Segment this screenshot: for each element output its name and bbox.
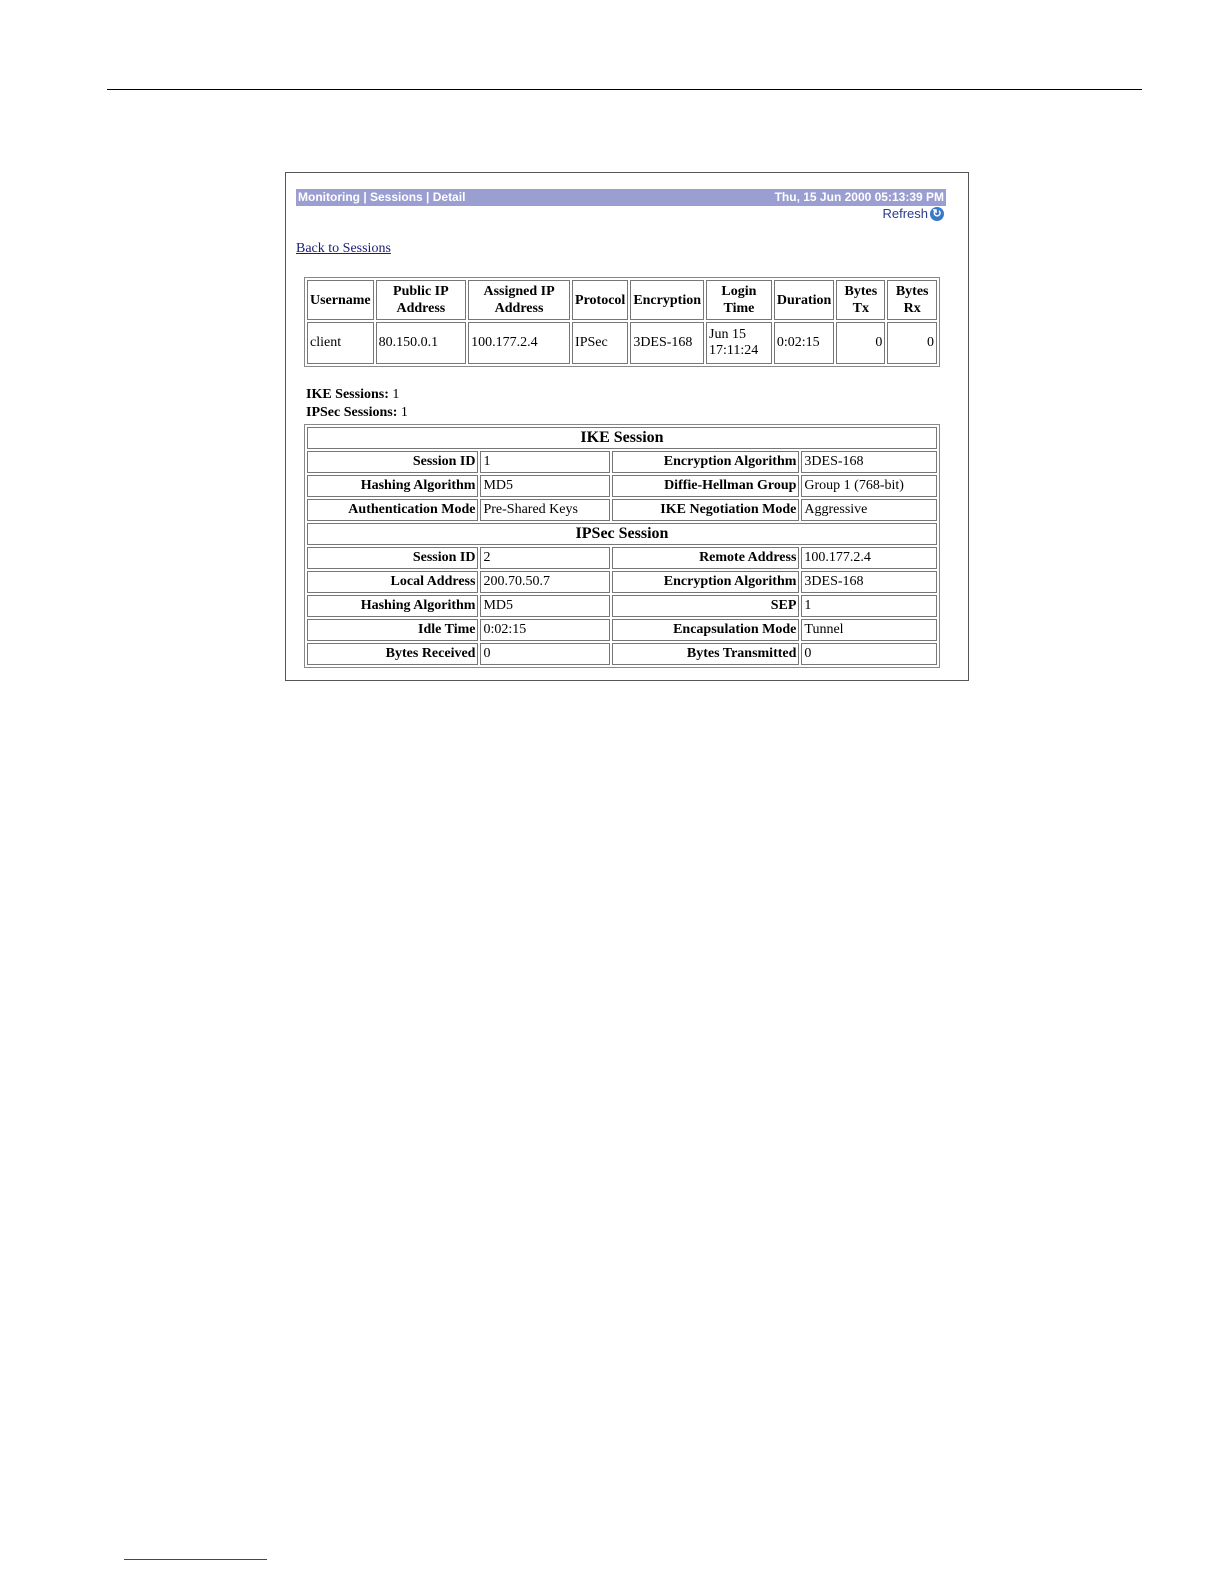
table-row: Idle Time 0:02:15 Encapsulation Mode Tunnel xyxy=(307,619,937,641)
table-row xyxy=(307,322,937,364)
sessions-table xyxy=(304,277,940,367)
table-row: Hashing Algorithm MD5 Diffie-Hellman Group Group 1 (768-bit) xyxy=(307,475,937,497)
ike-count: IKE Sessions: 1 xyxy=(306,387,400,402)
refresh-icon[interactable]: ↻ xyxy=(930,207,944,221)
col-duration: Duration xyxy=(774,280,834,320)
table-row: Session ID 2 Remote Address 100.177.2.4 xyxy=(307,547,937,569)
refresh-label: Refresh xyxy=(882,206,928,221)
cell-username: client xyxy=(307,322,374,364)
login-clock: 17:11:24 xyxy=(709,343,759,358)
cell-login-time xyxy=(706,322,772,364)
page-top-rule xyxy=(107,89,1142,90)
table-row: Authentication Mode Pre-Shared Keys IKE Negotiation Mode Aggressive xyxy=(307,499,937,521)
col-encryption: Encryption xyxy=(630,280,704,320)
col-bytes-rx: Bytes Rx xyxy=(887,280,937,320)
back-to-sessions-link[interactable]: Back to Sessions xyxy=(296,241,391,256)
screenshot-frame xyxy=(285,172,969,681)
table-row: Hashing Algorithm MD5 SEP 1 xyxy=(307,595,937,617)
login-date: Jun 15 xyxy=(709,327,746,342)
refresh-button[interactable] xyxy=(882,206,944,221)
table-row: Local Address 200.70.50.7 Encryption Algorithm 3DES-168 xyxy=(307,571,937,593)
cell-protocol: IPSec xyxy=(572,322,628,364)
session-detail-table xyxy=(304,424,940,668)
timestamp: Thu, 15 Jun 2000 05:13:39 PM xyxy=(774,190,944,204)
ike-section-title: IKE Session xyxy=(307,427,937,449)
table-row: Bytes Received 0 Bytes Transmitted 0 xyxy=(307,643,937,665)
col-protocol: Protocol xyxy=(572,280,628,320)
title-bar xyxy=(296,189,946,206)
cell-encryption: 3DES-168 xyxy=(630,322,704,364)
breadcrumb: Monitoring | Sessions | Detail xyxy=(298,190,466,204)
col-login-time: Login Time xyxy=(706,280,772,320)
session-counts xyxy=(306,386,408,422)
col-public-ip: Public IP Address xyxy=(376,280,466,320)
ipsec-section-title: IPSec Session xyxy=(307,523,937,545)
cell-assigned-ip: 100.177.2.4 xyxy=(468,322,570,364)
cell-bytes-tx: 0 xyxy=(836,322,885,364)
cell-public-ip: 80.150.0.1 xyxy=(376,322,466,364)
cell-duration: 0:02:15 xyxy=(774,322,834,364)
col-assigned-ip: Assigned IP Address xyxy=(468,280,570,320)
table-header-row xyxy=(307,280,937,320)
page-bottom-rule xyxy=(124,1559,267,1560)
table-row: Session ID 1 Encryption Algorithm 3DES-168 xyxy=(307,451,937,473)
cell-bytes-rx: 0 xyxy=(887,322,937,364)
col-username: Username xyxy=(307,280,374,320)
col-bytes-tx: Bytes Tx xyxy=(836,280,885,320)
ipsec-count: IPSec Sessions: 1 xyxy=(306,405,408,420)
